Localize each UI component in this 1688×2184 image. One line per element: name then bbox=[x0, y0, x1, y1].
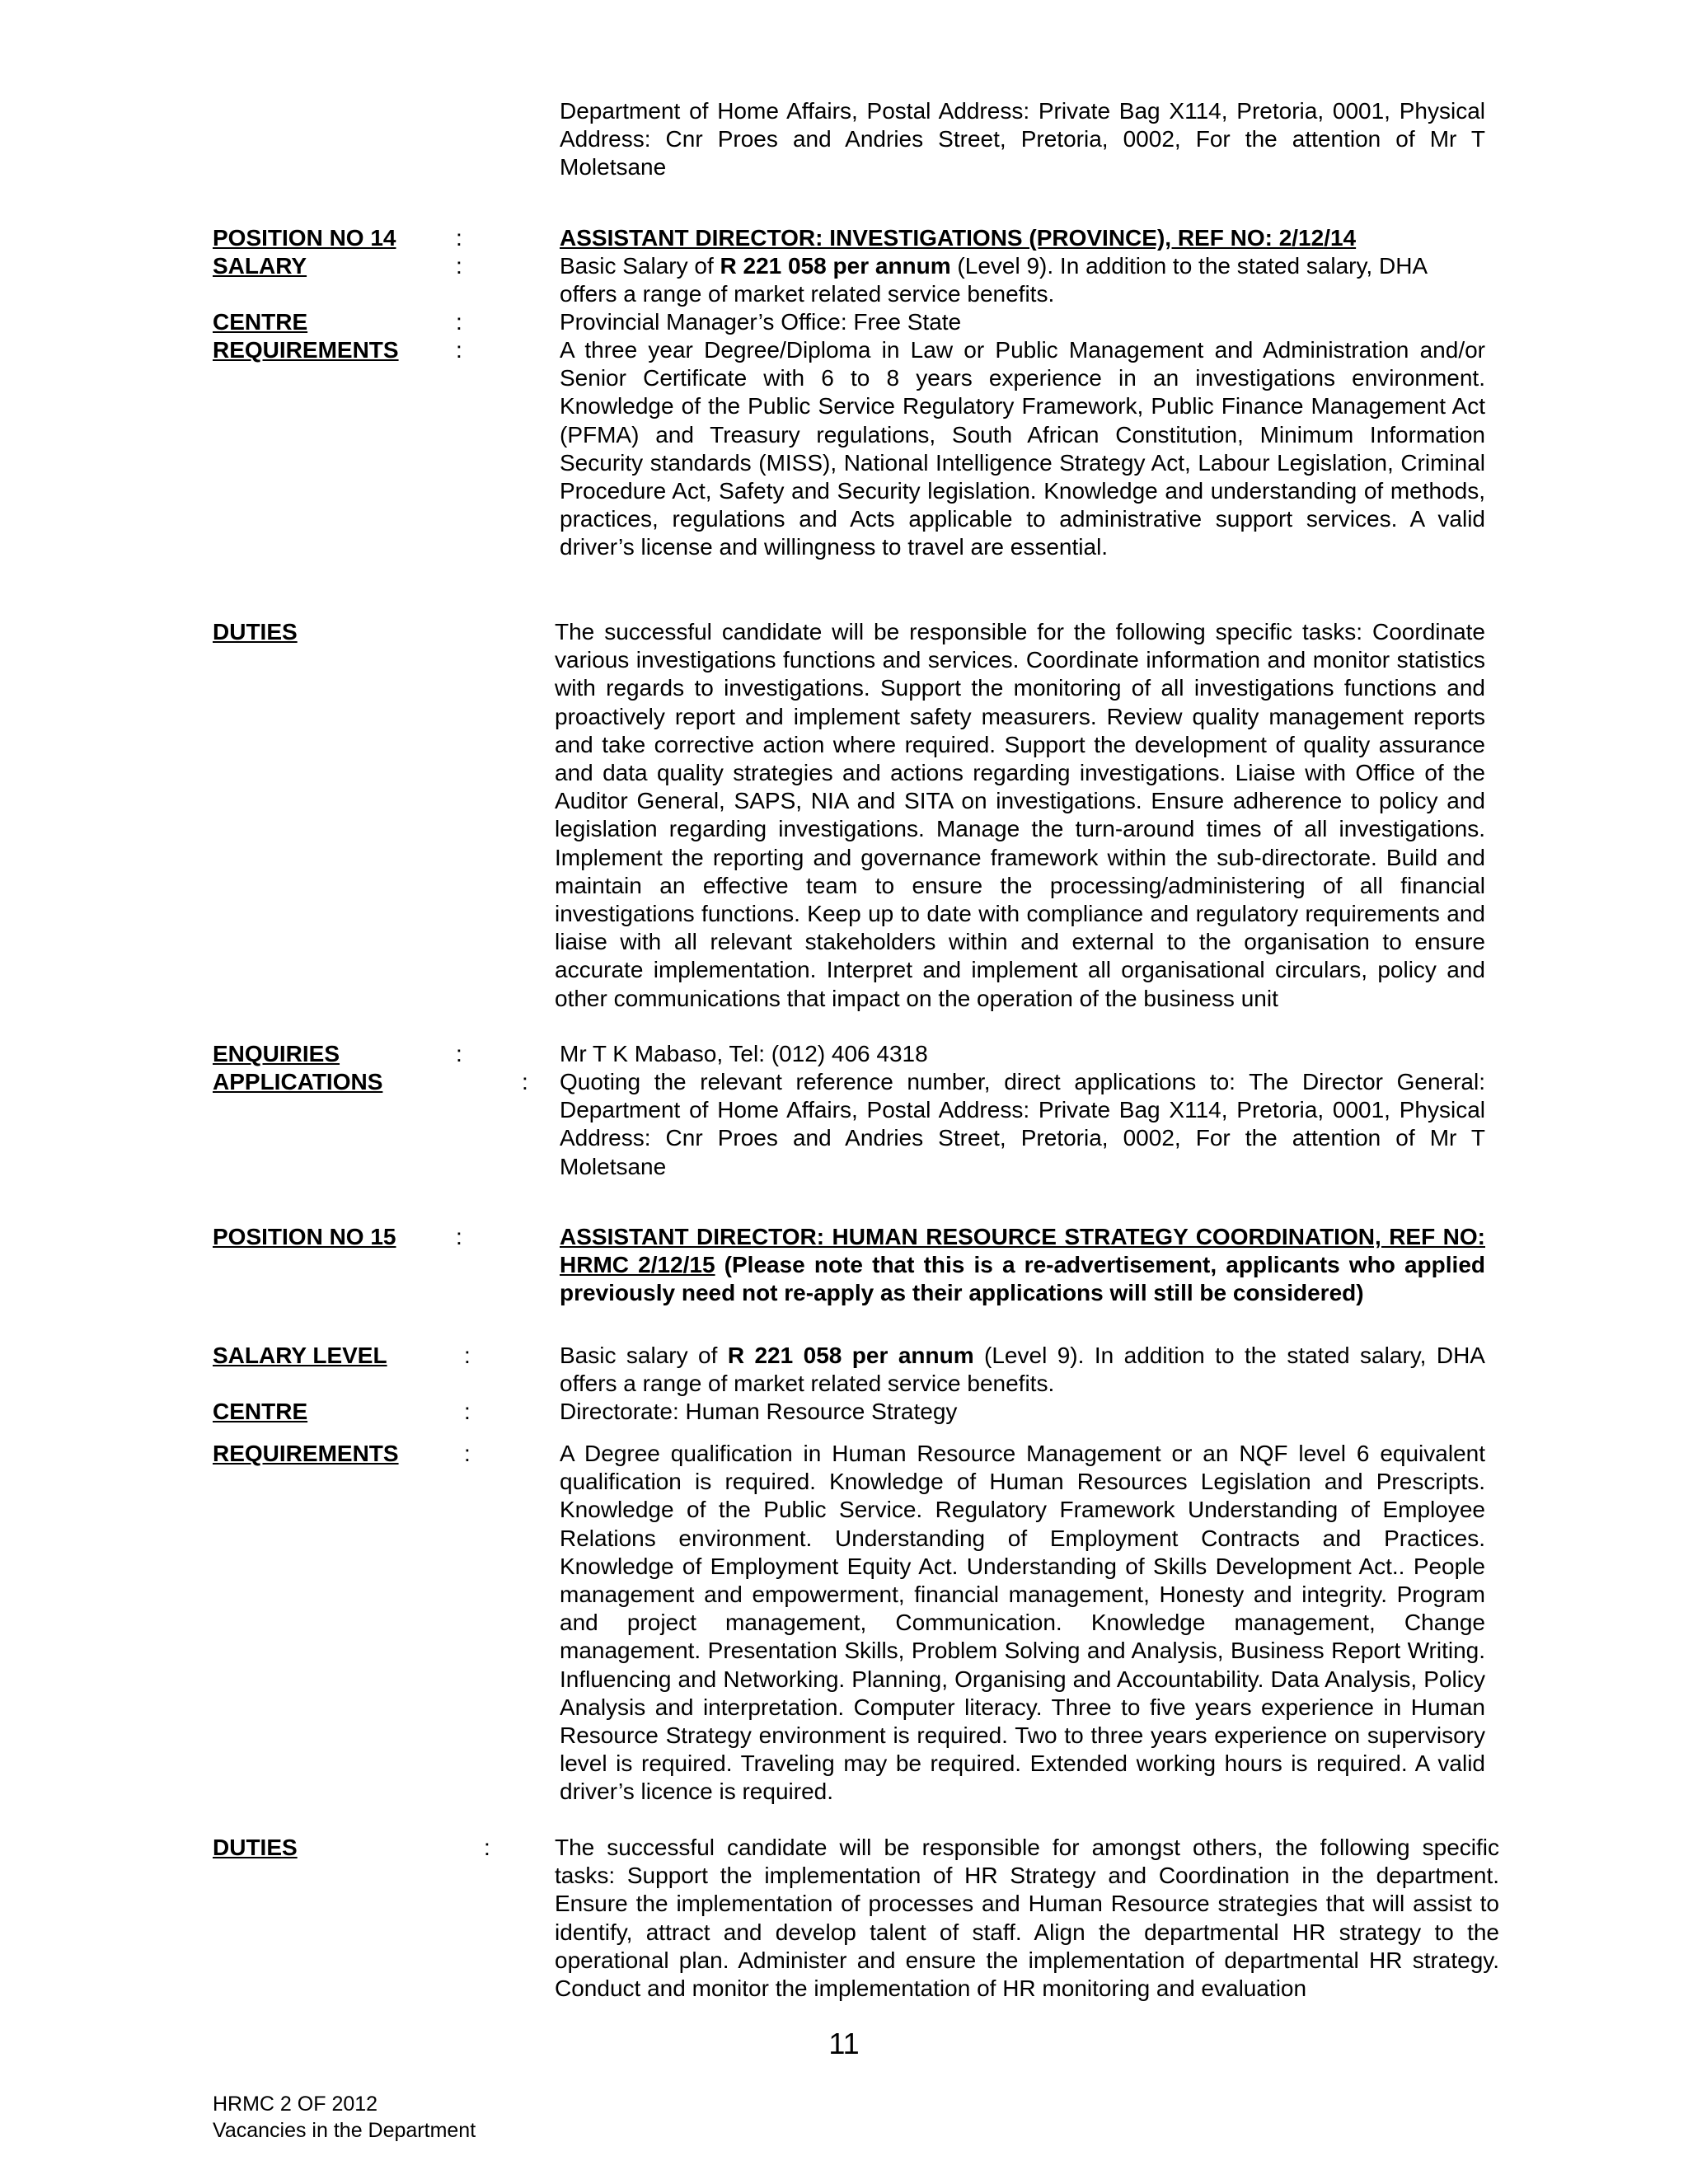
position-15-duties: The successful candidate will be responsible for amongst others, the following specific tasks: Support the implementation of HR Strategy and Coordination in the department. Ensure the implementation of processes and Human Resource strategies that will assist to identify, attract and develop talent of staff. Align the departmental HR strategy to the operational plan. Administer and ensure the implementation of departmental HR strategy. Conduct and monitor the implementation of HR monitoring and evaluation bbox=[555, 1835, 1499, 2002]
position-14-requirements-label: REQUIREMENTS bbox=[213, 337, 399, 363]
position-15-title-note: (Please note that this is a re-advertisement, applicants who applied previously need not re-apply as their applications will still be considered) bbox=[560, 1252, 1485, 1306]
salary-text-post: (Level 9). In addition to the stated salary, DHA offers a range of market related service benefits. bbox=[560, 253, 1427, 307]
position-14-title: ASSISTANT DIRECTOR: INVESTIGATIONS (PROVINCE), REF NO: 2/12/14 bbox=[560, 225, 1357, 251]
position-15-centre-label: CENTRE bbox=[213, 1399, 308, 1424]
position-14-centre: Provincial Manager’s Office: Free State bbox=[560, 309, 962, 335]
colon: : bbox=[456, 253, 462, 279]
position-14-enquiries: Mr T K Mabaso, Tel: (012) 406 4318 bbox=[560, 1041, 928, 1066]
position-14-salary bbox=[560, 252, 1433, 308]
position-14-requirements: A three year Degree/Diploma in Law or Public Management and Administration and/or Senior Certificate with 6 to 8 years experience in an investigations environment. Knowledge of the Public Service Regulatory Framework, Public Finance Management Act (PFMA) and Treasury regulations, South African Constitution, Minimum Information Security standards (MISS), National Intelligence Strategy Act, Labour Legislation, Criminal Procedure Act, Safety and Security legislation. Knowledge and understanding of methods, practices, regulations and Acts applicable to administrative support services. A valid driver’s license and willingness to travel are essential. bbox=[560, 337, 1485, 560]
previous-applications-continuation: Department of Home Affairs, Postal Address: Private Bag X114, Pretoria, 0001, Physical Address: Cnr Proes and Andries Street, Pretoria, 0002, For the attention of Mr T Moletsane bbox=[560, 98, 1485, 180]
salary-text-pre: Basic Salary of bbox=[560, 253, 720, 279]
colon: : bbox=[456, 309, 462, 335]
position-15-heading bbox=[560, 1223, 1485, 1308]
salary-text-post: (Level 9). In addition to the stated salary, DHA offers a range of market related service benefits. bbox=[560, 1343, 1485, 1397]
position-14-applications: Quoting the relevant reference number, direct applications to: The Director General: Department of Home Affairs, Postal Address: Private Bag X114, Pretoria, 0001, Physical Address: Cnr Proes and Andries Street, Pretoria, 0002, For the attention of Mr T Moletsane bbox=[560, 1069, 1485, 1179]
position-15-requirements: A Degree qualification in Human Resource Management or an NQF level 6 equivalent qualification is required. Knowledge of Human Resources Legislation and Prescripts. Knowledge of the Public Service. Regulatory Framework Understanding of Employee Relations environment. Understanding of Employment Contracts and Practices. Knowledge of Employment Equity Act. Understanding of Skills Development Act.. People management and empowerment, financial management, Honesty and integrity. Program and project management, Communication. Knowledge management, Change management. Presentation Skills, Problem Solving and Analysis, Business Report Writing. Influencing and Networking. Planning, Organising and Accountability. Data Analysis, Policy Analysis and interpretation. Computer literacy. Three to five years experience in Human Resource Strategy environment is required. Two to three years experience on supervisory level is required. Traveling may be required. Extended working hours is required. A valid driver’s licence is required. bbox=[560, 1441, 1485, 1805]
position-14-centre-label: CENTRE bbox=[213, 309, 308, 335]
salary-amount: R 221 058 per annum bbox=[720, 253, 951, 279]
colon: : bbox=[464, 1441, 471, 1466]
footer-line-1: HRMC 2 OF 2012 bbox=[213, 2093, 378, 2116]
colon: : bbox=[464, 1343, 471, 1368]
position-14-applications-label: APPLICATIONS bbox=[213, 1069, 383, 1094]
position-14-salary-label: SALARY bbox=[213, 253, 307, 279]
salary-amount: R 221 058 per annum bbox=[727, 1343, 974, 1368]
footer-line-2: Vacancies in the Department bbox=[213, 2119, 476, 2142]
colon: : bbox=[522, 1069, 528, 1094]
colon: : bbox=[456, 1041, 462, 1066]
position-14-duties: The successful candidate will be responsible for the following specific tasks: Coordinate various investigations functions and services. Coordinate information and monitor statistics with regards to investigations. Support the monitoring of all investigations functions and proactively report and implement safety measurers. Review quality management reports and take corrective action where required. Support the development of quality assurance and data quality strategies and actions regarding investigations. Liaise with Office of the Auditor General, SAPS, NIA and SITA on investigations. Ensure adherence to policy and legislation regarding investigations. Manage the turn-around times of all investigations. Implement the reporting and governance framework within the sub-directorate. Build and maintain an effective team to ensure the processing/administering of all financial investigations functions. Keep up to date with compliance and regulatory requirements and liaise with all relevant stakeholders within and external to the organisation to ensure accurate implementation. Interpret and implement all organisational circulars, policy and other communications that impact on the operation of the business unit bbox=[555, 619, 1485, 1011]
position-15-label: POSITION NO 15 bbox=[213, 1224, 396, 1249]
position-14-enquiries-label: ENQUIRIES bbox=[213, 1041, 340, 1066]
colon: : bbox=[456, 1224, 462, 1249]
position-15-salary bbox=[560, 1342, 1485, 1398]
colon: : bbox=[484, 1835, 490, 1860]
colon: : bbox=[456, 337, 462, 363]
colon: : bbox=[464, 1399, 471, 1424]
position-15-requirements-label: REQUIREMENTS bbox=[213, 1441, 399, 1466]
position-14-duties-label: DUTIES bbox=[213, 619, 298, 644]
position-14-label: POSITION NO 14 bbox=[213, 225, 396, 251]
position-15-title: ASSISTANT DIRECTOR: HUMAN RESOURCE STRATEGY COORDINATION, REF NO: HRMC 2/12/15 bbox=[560, 1224, 1485, 1278]
colon: : bbox=[456, 225, 462, 251]
position-15-salary-label: SALARY LEVEL bbox=[213, 1343, 387, 1368]
position-15-duties-label: DUTIES bbox=[213, 1835, 298, 1860]
page-number: 11 bbox=[828, 2027, 860, 2060]
salary-text-pre: Basic salary of bbox=[560, 1343, 728, 1368]
position-15-centre: Directorate: Human Resource Strategy bbox=[560, 1399, 958, 1424]
